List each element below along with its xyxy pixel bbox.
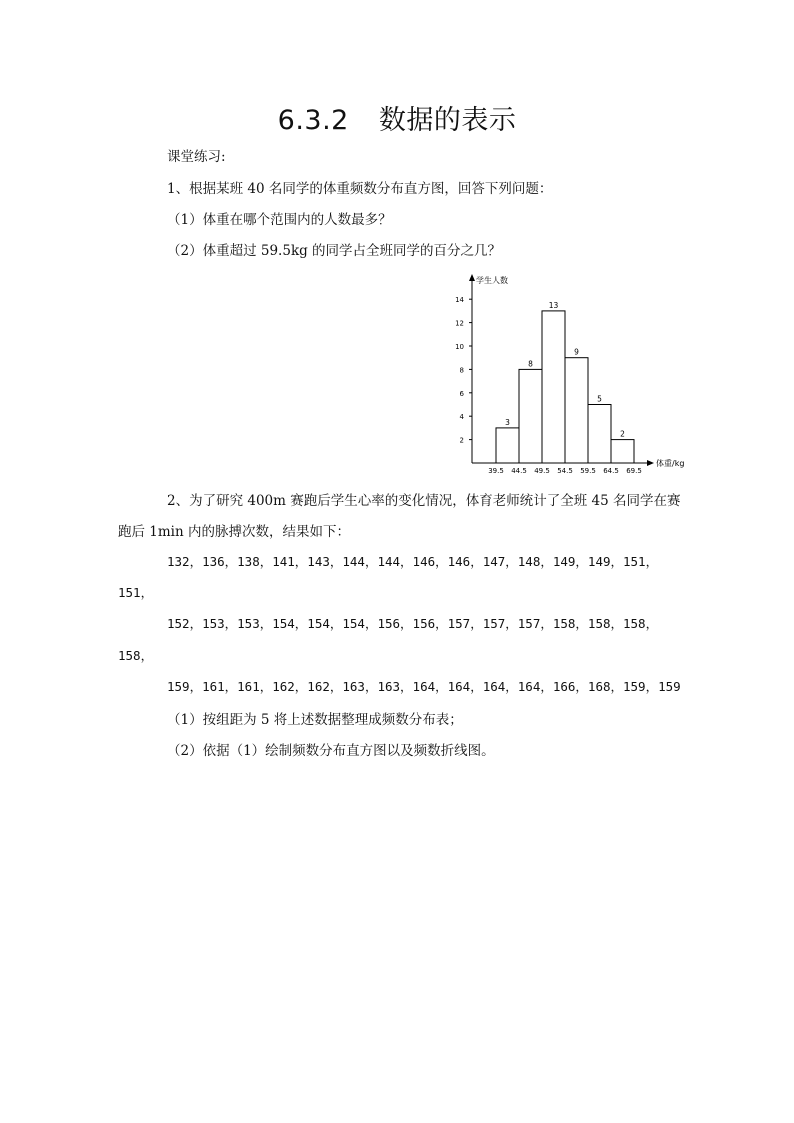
q2-data-row3: 159，161，161，162，162，163，163，164，164，164，164，166，168，159，159 xyxy=(167,679,681,694)
x-tick-label: 69.5 xyxy=(626,467,642,475)
bar-value-label: 2 xyxy=(620,429,625,439)
y-axis-label: 学生人数 xyxy=(476,276,508,285)
bar-value-label: 8 xyxy=(528,359,533,369)
histogram-bar xyxy=(542,311,565,463)
q1-part2: （2）体重超过 59.5kg 的同学占全班同学的百分之几？ xyxy=(167,243,502,259)
section-heading: 课堂练习: xyxy=(167,149,226,165)
y-tick-label: 4 xyxy=(459,413,464,422)
x-tick-label: 49.5 xyxy=(534,467,550,475)
q1-part1: （1）体重在哪个范围内的人数最多？ xyxy=(167,212,392,228)
y-tick-label: 12 xyxy=(455,319,464,328)
y-tick-label: 6 xyxy=(459,389,464,398)
histogram-chart xyxy=(445,270,695,475)
q2-data-row2: 152，153，153，154，154，154，156，156，157，157，157，158，158，158， xyxy=(167,616,659,631)
histogram-bar xyxy=(496,428,519,463)
x-axis-label: 体重/kg xyxy=(656,459,685,468)
x-tick-label: 59.5 xyxy=(580,467,596,475)
q2-stem-line1: 2、为了研究 400m 赛跑后学生心率的变化情况，体育老师统计了全班 45 名同学在赛 xyxy=(167,493,681,509)
histogram-bar xyxy=(519,369,542,463)
bar-value-label: 3 xyxy=(505,417,510,427)
y-axis-arrow-icon xyxy=(469,274,475,281)
q2-part1: （1）按组距为 5 将上述数据整理成频数分布表； xyxy=(167,712,463,728)
y-tick-label: 8 xyxy=(459,366,464,375)
x-tick-label: 44.5 xyxy=(511,467,527,475)
q2-data-row2-wrap: 158， xyxy=(118,648,154,663)
bar-value-label: 9 xyxy=(574,347,579,357)
page-title xyxy=(0,98,794,137)
y-tick-label: 14 xyxy=(455,296,464,305)
x-tick-label: 54.5 xyxy=(557,467,573,475)
bar-value-label: 5 xyxy=(597,394,602,404)
histogram-bar xyxy=(565,358,588,463)
title-text: 数据的表示 xyxy=(378,105,517,136)
x-tick-label: 64.5 xyxy=(603,467,619,475)
y-tick-label: 10 xyxy=(455,343,464,351)
q2-data-row1: 132，136，138，141，143，144，144，146，146，147，148，149，149，151， xyxy=(167,554,659,569)
q1-stem: 1、根据某班 40 名同学的体重频数分布直方图，回答下列问题： xyxy=(167,181,553,197)
x-axis-arrow-icon xyxy=(647,460,654,466)
histogram-bar xyxy=(611,440,634,463)
q2-stem-line2: 跑后 1min 内的脉搏次数，结果如下： xyxy=(118,524,350,540)
q2-part2: （2）依据（1）绘制频数分布直方图以及频数折线图。 xyxy=(167,743,495,759)
bar-value-label: 13 xyxy=(548,300,559,310)
q2-data-row1-wrap: 151， xyxy=(118,585,154,600)
x-tick-label: 39.5 xyxy=(488,467,504,475)
title-number: 6.3.2 xyxy=(277,105,349,136)
y-tick-label: 2 xyxy=(459,436,464,445)
histogram-bar xyxy=(588,405,611,464)
